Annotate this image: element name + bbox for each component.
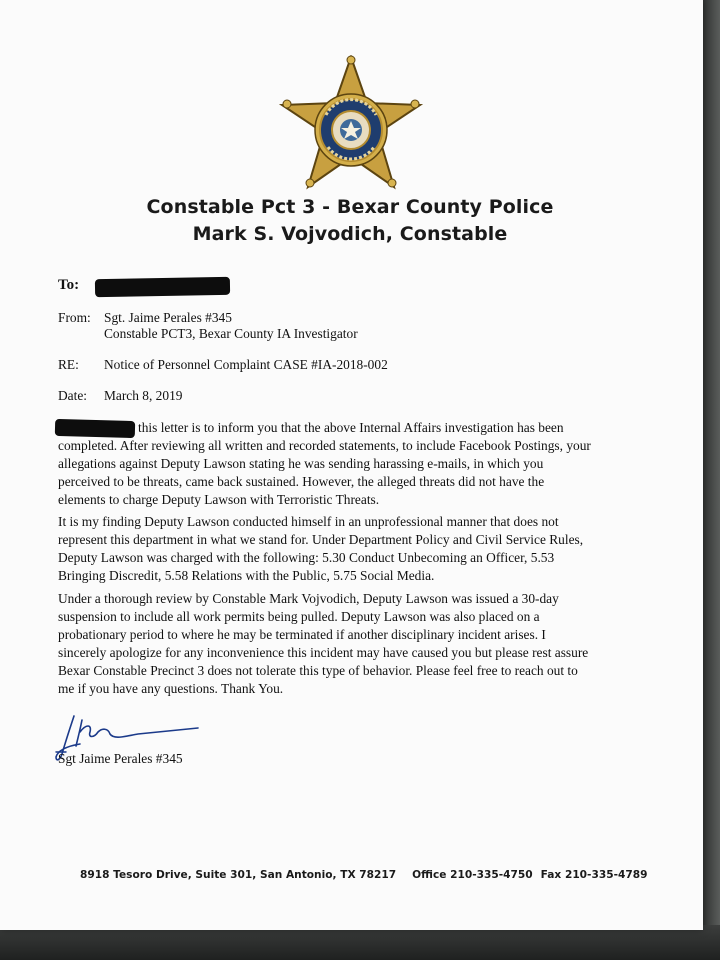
- paragraph-line: perceived to be threats, came back sustained. However, the alleged threats did not have the: [58, 474, 545, 489]
- paragraph-line: Under a thorough review by Constable Mark Vojvodich, Deputy Lawson was issued a 30-day: [58, 591, 559, 606]
- constable-name: Mark S. Vojvodich, Constable: [192, 223, 508, 245]
- re-subject: Notice of Personnel Complaint CASE #IA-2018-002: [104, 357, 388, 372]
- paragraph-line: Bringing Discredit, 5.58 Relations with the Public, 5.75 Social Media.: [58, 568, 435, 583]
- date-label: Date:: [58, 388, 87, 403]
- redaction-bar: [95, 277, 230, 297]
- paragraph-findings: [58, 419, 658, 509]
- paragraph-line: It is my finding Deputy Lawson conducted himself in an unprofessional manner that does not: [58, 514, 559, 529]
- star-badge-icon: [272, 55, 430, 195]
- from-name: Sgt. Jaime Perales #345: [104, 310, 232, 325]
- from-label: From:: [58, 310, 91, 325]
- paragraph-line: represent this department in what we stand for. Under Department Policy and Civil Service Rules,: [58, 532, 584, 547]
- paragraph-line: allegations against Deputy Lawson stating he was sending harassing e-mails, in which you: [58, 456, 544, 471]
- paragraph-discipline: [58, 590, 658, 698]
- paragraph-line: probationary period to where he may be terminated if another disciplinary incident arises. I: [58, 627, 546, 642]
- footer-office-phone: Office 210-335-4750: [412, 869, 533, 881]
- paragraph-line: this letter is to inform you that the above Internal Affairs investigation has been: [138, 420, 564, 435]
- paragraph-line: Bexar Constable Precinct 3 does not tolerate this type of behavior. Please feel free to reach out to: [58, 663, 578, 678]
- paragraph-line: me if you have any questions. Thank You.: [58, 681, 284, 696]
- footer-contact: [80, 869, 647, 881]
- to-label: To:: [58, 277, 80, 293]
- signature-name: Sgt Jaime Perales #345: [58, 751, 183, 766]
- paragraph-line: suspension to include all work permits being pulled. Deputy Lawson was also placed on a: [58, 609, 540, 624]
- paragraph-line: sincerely apologize for any inconvenience this incident may have caused you but please rest assure: [58, 645, 589, 660]
- footer-address: 8918 Tesoro Drive, Suite 301, San Antonio, TX 78217: [80, 869, 397, 881]
- paragraph-charges: [58, 513, 658, 585]
- background-bottom: [0, 925, 720, 960]
- from-title: Constable PCT3, Bexar County IA Investigator: [104, 326, 358, 341]
- paragraph-line: elements to charge Deputy Lawson with Terroristic Threats.: [58, 492, 380, 507]
- background-right: [700, 0, 720, 960]
- paragraph-line: Deputy Lawson was charged with the following: 5.30 Conduct Unbecoming an Officer, 5.53: [58, 550, 555, 565]
- date-value: March 8, 2019: [104, 388, 183, 403]
- paragraph-line: completed. After reviewing all written and recorded statements, to include Facebook Postings, your: [58, 438, 591, 453]
- agency-title: Constable Pct 3 - Bexar County Police: [146, 196, 554, 218]
- footer-fax: Fax 210-335-4789: [540, 869, 648, 881]
- re-label: RE:: [58, 357, 79, 372]
